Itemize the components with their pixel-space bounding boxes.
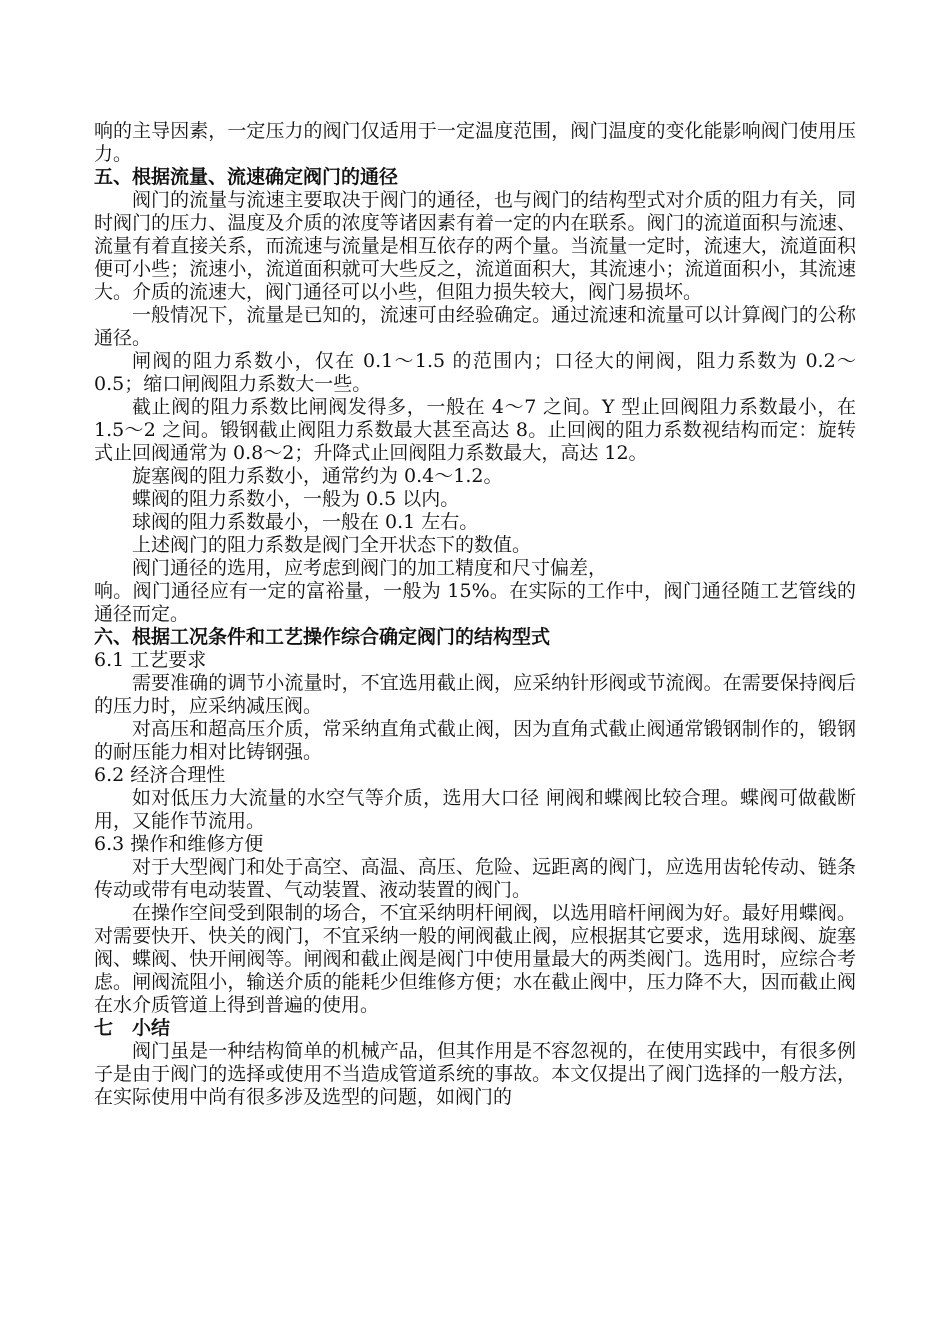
subsection-heading-6-1: 6.1 工艺要求 <box>94 649 207 671</box>
paragraph: 在操作空间受到限制的场合，不宜采纳明杆闸阀，以选用暗杆闸阀为好。最好用蝶阀。对需要快开、快关的阀门，不宜采纳一般的闸阀截止阀，应根据其它要求，选用球阀、旋塞阀、蝶阀、快开闸阀等。闸阀和截止阀是阀门中使用量最大的两类阀门。选用时，应综合考虑。闸阀流阻小，输送介质的能耗少但维修方便；水在截止阀中，压力降不大，因而截止阀在水介质管道上得到普遍的使用。 <box>94 902 856 1016</box>
paragraph: 阀门通径的选用，应考虑到阀门的加工精度和尺寸偏差， <box>132 557 608 579</box>
subsection-heading-6-2: 6.2 经济合理性 <box>94 764 226 786</box>
paragraph: 需要准确的调节小流量时，不宜选用截止阀，应采纳针形阀或节流阀。在需要保持阀后的压力时，应采纳减压阀。 <box>94 672 856 717</box>
document-page <box>94 120 856 1109</box>
paragraph: 蝶阀的阻力系数小，一般为 0.5 以内。 <box>132 488 460 510</box>
paragraph: 阀门虽是一种结构简单的机械产品，但其作用是不容忽视的，在使用实践中，有很多例子是由于阀门的选择或使用不当造成管道系统的事故。本文仅提出了阀门选择的一般方法，在实际使用中尚有很多涉及选型的问题，如阀门的 <box>94 1040 856 1108</box>
subsection-heading-6-3: 6.3 操作和维修方便 <box>94 833 264 855</box>
paragraph: 对于大型阀门和处于高空、高温、高压、危险、远距离的阀门，应选用齿轮传动、链条传动或带有电动装置、气动装置、液动装置的阀门。 <box>94 856 856 901</box>
paragraph-continuation: 响的主导因素，一定压力的阀门仅适用于一定温度范围，阀门温度的变化能影响阀门使用压力。 <box>94 120 856 165</box>
paragraph: 闸阀的阻力系数小，仅在 0.1～1.5 的范围内；口径大的闸阀，阻力系数为 0.2～0.5；缩口闸阀阻力系数大一些。 <box>94 350 856 395</box>
paragraph: 一般情况下，流量是已知的，流速可由经验确定。通过流速和流量可以计算阀门的公称通径。 <box>94 304 856 349</box>
paragraph-continuation: 响。阀门通径应有一定的富裕量，一般为 15%。在实际的工作中，阀门通径随工艺管线的通径而定。 <box>94 580 856 625</box>
paragraph: 球阀的阻力系数最小，一般在 0.1 左右。 <box>132 511 479 533</box>
section-heading-6: 六、根据工况条件和工艺操作综合确定阀门的结构型式 <box>94 626 551 648</box>
paragraph: 上述阀门的阻力系数是阀门全开状态下的数值。 <box>132 534 532 556</box>
paragraph: 截止阀的阻力系数比闸阀发得多，一般在 4～7 之间。Y 型止回阀阻力系数最小，在 1.5～2 之间。锻钢截止阀阻力系数最大甚至高达 8。止回阀的阻力系数视结构而定：旋转式止回阀通常为 0.8～2；升降式止回阀阻力系数最大，高达 12。 <box>94 396 856 464</box>
paragraph: 阀门的流量与流速主要取决于阀门的通径，也与阀门的结构型式对介质的阻力有关，同时阀门的压力、温度及介质的浓度等诸因素有着一定的内在联系。阀门的流道面积与流速、流量有着直接关系，而流速与流量是相互依存的两个量。当流量一定时，流速大，流道面积便可小些；流速小，流道面积就可大些反之，流道面积大，其流速小；流道面积小，其流速大。介质的流速大，阀门通径可以小些，但阻力损失较大，阀门易损坏。 <box>94 189 856 303</box>
paragraph: 对高压和超高压介质，常采纳直角式截止阀，因为直角式截止阀通常锻钢制作的，锻钢的耐压能力相对比铸钢强。 <box>94 718 856 763</box>
paragraph: 如对低压力大流量的水空气等介质，选用大口径 闸阀和蝶阀比较合理。蝶阀可做截断用，又能作节流用。 <box>94 787 856 832</box>
section-heading-7: 七 小结 <box>94 1017 171 1039</box>
section-heading-5: 五、根据流量、流速确定阀门的通径 <box>94 166 399 188</box>
paragraph: 旋塞阀的阻力系数小，通常约为 0.4～1.2。 <box>132 465 503 487</box>
